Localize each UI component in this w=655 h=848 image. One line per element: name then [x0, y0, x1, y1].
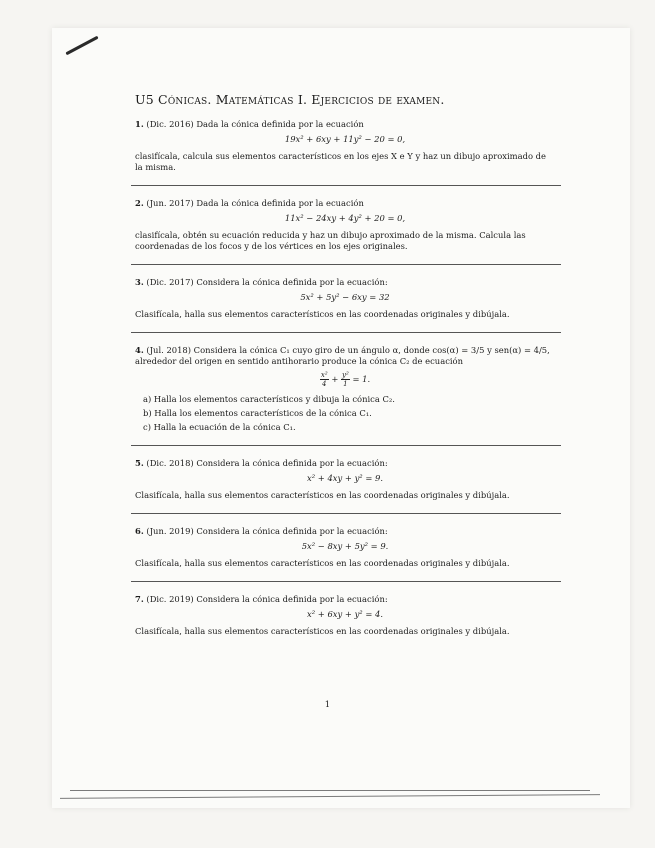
page-title: U5 Cónicas. Matemáticas I. Ejercicios de examen. [135, 92, 445, 107]
divider [131, 445, 561, 446]
fraction-x: $\frac{\text{x²}}{4}$ [320, 371, 328, 388]
exercise-equation: 5x² − 8xy + 5y² = 9. [301, 541, 389, 551]
exercise-intro: 7. (Dic. 2019) Considera la cónica definida por la ecuación: [135, 594, 388, 604]
exercise-text: Clasifícala, halla sus elementos característicos en las coordenadas originales y dibújala. [135, 309, 510, 319]
exercise-4 [135, 345, 555, 433]
exercise-equation: 19x² + 6xy + 11y² − 20 = 0, [284, 134, 406, 144]
exercise-intro: 3. (Dic. 2017) Considera la cónica definida por la ecuación: [135, 277, 388, 287]
exercise-1 [135, 119, 555, 173]
exercise-intro: 6. (Jun. 2019) Considera la cónica definida por la ecuación: [135, 526, 388, 536]
exercise-equation: x² + 6xy + y² = 4. [307, 609, 383, 619]
exercise-text: clasifícala, calcula sus elementos característicos en los ejes X e Y y haz un dibujo aproximado de la misma. [135, 151, 547, 172]
exercise-2 [135, 198, 555, 252]
exercise-items [143, 394, 555, 433]
paper-edge [70, 790, 590, 791]
exercise-3 [135, 277, 555, 320]
exercise-text: clasifícala, obtén su ecuación reducida y haz un dibujo aproximado de la misma. Calcula las coordenadas de los focos y de los vértices en los ejes originales. [135, 230, 526, 251]
exercise-intro: 5. (Dic. 2018) Considera la cónica definida por la ecuación: [135, 458, 388, 468]
exercise-text: Clasifícala, halla sus elementos característicos en las coordenadas originales y dibújala. [135, 558, 510, 568]
list-item: b) Halla los elementos característicos de la cónica C₁. [143, 408, 372, 418]
exercise-equation: $\frac{\text{x²}}{4}$ + $\frac{\text{y²}}{1}$ = 1. [320, 371, 371, 388]
exercise-text: Clasifícala, halla sus elementos característicos en las coordenadas originales y dibújala. [135, 626, 510, 636]
exercise-equation: 5x² + 5y² − 6xy = 32 [300, 292, 390, 302]
exercise-intro: 4. (Jul. 2018) Considera la cónica C₁ cuyo giro de un ángulo α, donde cos(α) = 3/5 y sen(α) = 4/5, alrededor del origen en sentido antihorario produce la cónica C₂ de ecuación [135, 345, 550, 366]
page-number: 1 [324, 700, 331, 710]
divider [131, 513, 561, 514]
exercise-equation: 11x² − 24xy + 4y² + 20 = 0, [284, 213, 406, 223]
exercise-equation: x² + 4xy + y² = 9. [307, 473, 383, 483]
divider [131, 264, 561, 265]
exercise-7 [135, 594, 555, 637]
divider [131, 332, 561, 333]
divider [131, 185, 561, 186]
list-item: a) Halla los elementos característicos y dibuja la cónica C₂. [143, 394, 395, 404]
fraction-y: $\frac{\text{y²}}{1}$ [342, 371, 349, 388]
exercise-intro: 1. (Dic. 2016) Dada la cónica definida por la ecuación [135, 119, 364, 129]
exercise-6 [135, 526, 555, 569]
document-body [135, 94, 555, 637]
divider [131, 581, 561, 582]
exercise-5 [135, 458, 555, 501]
exercise-text: Clasifícala, halla sus elementos característicos en las coordenadas originales y dibújala. [135, 490, 510, 500]
list-item: c) Halla la ecuación de la cónica C₁. [143, 422, 296, 432]
exercise-intro: 2. (Jun. 2017) Dada la cónica definida por la ecuación [135, 198, 364, 208]
